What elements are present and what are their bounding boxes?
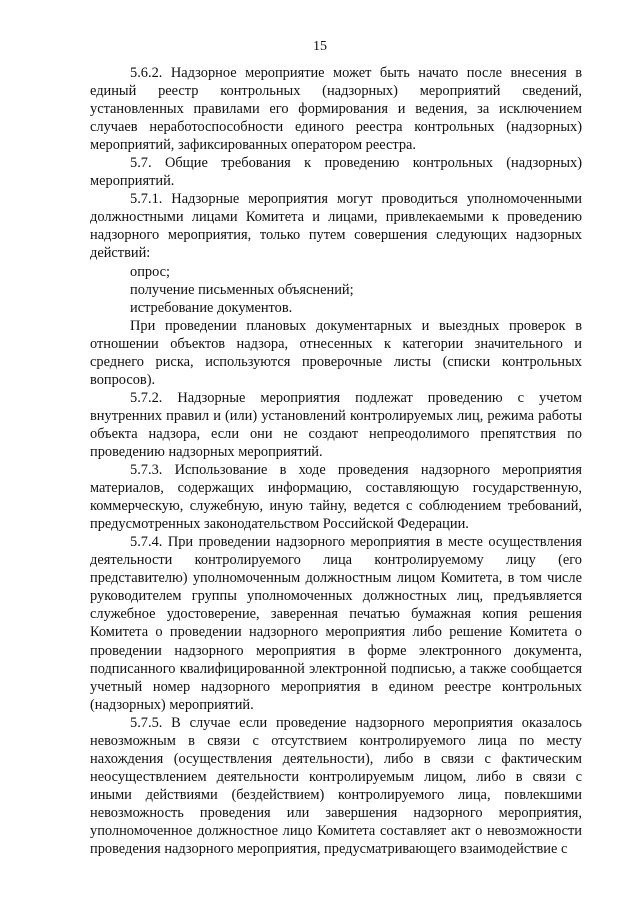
paragraph-5-7-3: 5.7.3. Использование в ходе проведения надзорного мероприятия материалов, содержащих информацию, составляющую государственную, коммерческую, служебную, иную тайну, ведется с соблюдением требований, предусмотренных законодательством Российской Федерации. (90, 462, 582, 533)
paragraph-checklists: При проведении плановых документарных и выездных проверок в отношении объектов надзора, отнесенных к категории значительного и среднего риска, используются проверочные листы (списки контрольных вопросов). (90, 317, 582, 388)
paragraph-5-7-1: 5.7.1. Надзорные мероприятия могут проводиться уполномоченными должностными лицами Комитета и лицами, привлекаемыми к проведению надзорного мероприятия, только путем совершения следующих надзорных действий: (90, 191, 582, 262)
list-item-written-explanations: получение письменных объяснений; (130, 281, 354, 298)
document-body (90, 64, 582, 858)
paragraph-5-7: 5.7. Общие требования к проведению контрольных (надзорных) мероприятий. (90, 155, 582, 190)
paragraph-5-7-2: 5.7.2. Надзорные мероприятия подлежат проведению с учетом внутренних правил и (или) установлений контролируемых лиц, режима работы объекта надзора, если они не создают непреодолимого препятствия по проведению надзорных мероприятий. (90, 389, 582, 460)
list-item-survey: опрос; (130, 263, 171, 280)
list-item-document-request: истребование документов. (130, 299, 293, 316)
paragraph-5-7-5: 5.7.5. В случае если проведение надзорного мероприятия оказалось невозможным в связи с отсутствием контролируемого лица по месту нахождения (осуществления деятельности), либо в связи с фактическим неосуществлением деятельности контролируемым лицом, либо в связи с иными действиями (бездействием) контролируемого лица, повлекшими невозможность проведения или завершения надзорного мероприятия, уполномоченное должностное лицо Комитета составляет акт о невозможности проведения надзорного мероприятия, предусматривающего взаимодействие с (90, 714, 582, 858)
paragraph-5-6-2: 5.6.2. Надзорное мероприятие может быть начато после внесения в единый реестр контрольных (надзорных) мероприятий сведений, установленных правилами его формирования и ведения, за исключением случаев неработоспособности единого реестра контрольных (надзорных) мероприятий, зафиксированных оператором реестра. (90, 65, 582, 154)
page-number: 15 (313, 39, 327, 54)
paragraph-5-7-4: 5.7.4. При проведении надзорного мероприятия в месте осуществления деятельности контролируемого лица контролируемому лицу (его представителю) уполномоченным должностным лицом Комитета, в том числе руководителем группы уполномоченных должностных лиц, предъявляется служебное удостоверение, заверенная печатью бумажная копия решения Комитета о проведении надзорного мероприятия либо решение Комитета о проведении надзорного мероприятия в форме электронного документа, подписанного квалифицированной электронной подписью, а также сообщается учетный номер надзорного мероприятия в едином реестре контрольных (надзорных) мероприятий. (90, 534, 582, 713)
